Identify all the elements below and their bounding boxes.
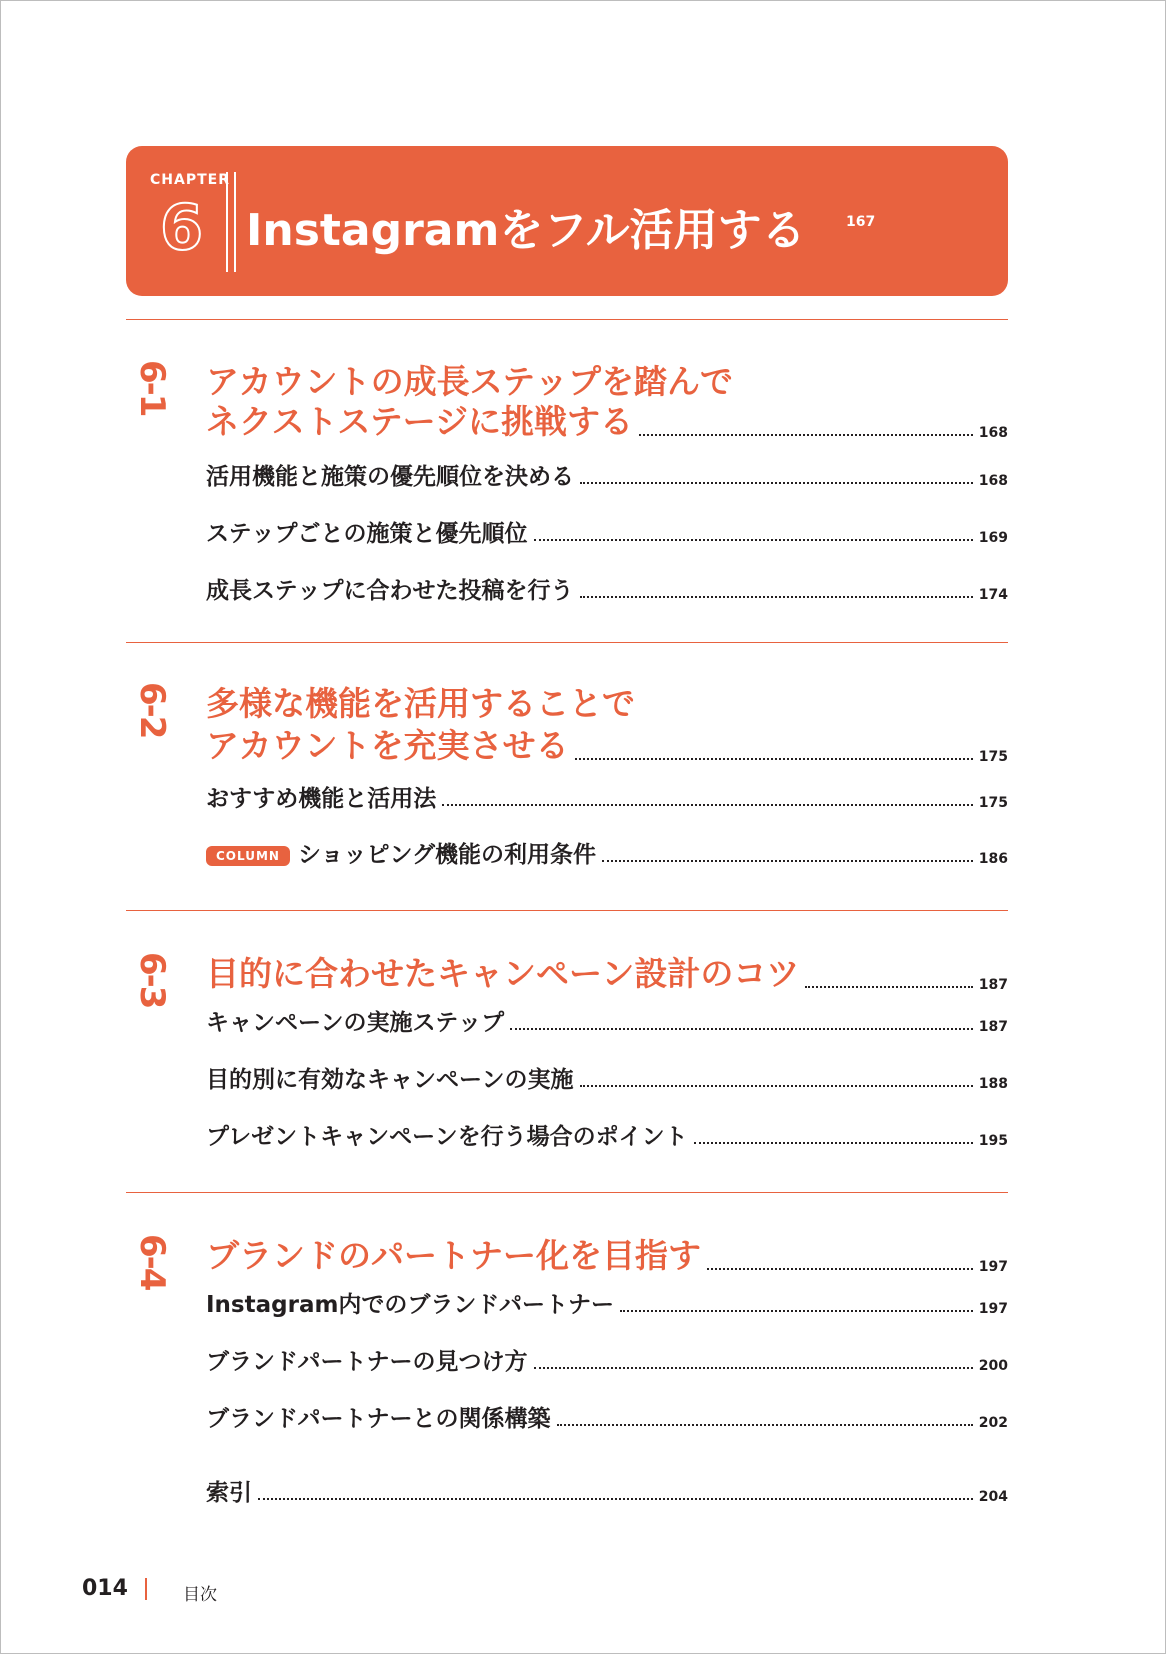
page-number: 168 — [978, 473, 1008, 489]
toc-section-heading[interactable] — [206, 720, 1008, 767]
section-divider — [126, 1192, 1008, 1193]
toc-entry[interactable] — [206, 458, 1008, 491]
entry-title: 目的別に有効なキャンペーンの実施 — [206, 1067, 574, 1093]
toc-section-heading[interactable] — [206, 1230, 1008, 1277]
page-number: 197 — [978, 1301, 1008, 1317]
dot-leader — [805, 986, 972, 988]
entry-title: ショッピング機能の利用条件 — [297, 842, 597, 868]
chapter-divider — [226, 172, 236, 272]
section-heading-line1: 目的に合わせたキャンペーン設計のコツ — [206, 954, 800, 993]
entry-title: 成長ステップに合わせた投稿を行う — [206, 578, 574, 604]
section-heading-line2: ネクストステージに挑戦する — [206, 402, 634, 441]
dot-leader — [602, 860, 973, 862]
dot-leader — [534, 539, 973, 541]
page-number: 187 — [978, 977, 1008, 993]
section-divider — [126, 319, 1008, 320]
section-divider — [126, 910, 1008, 911]
page-number: 204 — [978, 1489, 1008, 1505]
chapter-number: 6 — [160, 191, 204, 264]
column-badge: COLUMN — [206, 846, 290, 866]
dot-leader — [258, 1498, 973, 1500]
section-number: 6-1 — [132, 360, 172, 416]
entry-title: ブランドパートナーの見つけ方 — [206, 1349, 528, 1375]
toc-entry[interactable] — [206, 1343, 1008, 1376]
page-number: 175 — [978, 749, 1008, 765]
chapter-label: CHAPTER — [150, 172, 230, 188]
dot-leader — [639, 434, 973, 436]
section-heading-line1: アカウントの成長ステップを踏んで — [206, 362, 734, 401]
toc-entry[interactable] — [206, 1400, 1008, 1433]
toc-section-heading[interactable] — [206, 948, 1008, 995]
entry-title: Instagram内でのブランドパートナー — [206, 1292, 614, 1318]
dot-leader — [557, 1424, 973, 1426]
dot-leader — [580, 596, 973, 598]
entry-title: ブランドパートナーとの関係構築 — [206, 1406, 551, 1432]
toc-column-entry[interactable] — [206, 836, 1008, 869]
dot-leader — [694, 1142, 973, 1144]
page-number: 175 — [978, 795, 1008, 811]
entry-title: ステップごとの施策と優先順位 — [206, 521, 528, 547]
index-title: 索引 — [206, 1480, 252, 1506]
dot-leader — [580, 482, 973, 484]
section-divider — [126, 642, 1008, 643]
page-number: 186 — [978, 851, 1008, 867]
dot-leader — [575, 758, 973, 760]
section-number: 6-3 — [132, 952, 172, 1008]
toc-entry[interactable] — [206, 515, 1008, 548]
toc-index-entry[interactable] — [206, 1474, 1008, 1507]
dot-leader — [620, 1310, 973, 1312]
dot-leader — [534, 1367, 973, 1369]
page-number: 168 — [978, 425, 1008, 441]
section-heading-line1: ブランドのパートナー化を目指す — [206, 1236, 701, 1275]
footer-divider — [145, 1578, 147, 1600]
footer-page-number: 014 — [82, 1576, 128, 1601]
entry-title: おすすめ機能と活用法 — [206, 786, 437, 812]
toc-entry[interactable] — [206, 1286, 1008, 1319]
toc-entry[interactable] — [206, 572, 1008, 605]
page-number: 202 — [978, 1415, 1008, 1431]
section-number: 6-2 — [132, 682, 172, 738]
chapter-title: Instagramをフル活用する — [246, 205, 806, 256]
toc-section-heading[interactable] — [206, 396, 1008, 443]
column-entry — [206, 836, 596, 869]
dot-leader — [707, 1268, 973, 1270]
section-number: 6-4 — [132, 1234, 172, 1290]
page-number: 200 — [978, 1358, 1008, 1374]
chapter-header — [126, 146, 1008, 296]
dot-leader — [442, 804, 973, 806]
toc-entry[interactable] — [206, 1061, 1008, 1094]
footer-label: 目次 — [183, 1585, 217, 1605]
section-heading-line1: 多様な機能を活用することで — [206, 684, 635, 723]
page-number: 174 — [978, 587, 1008, 603]
entry-title: キャンペーンの実施ステップ — [206, 1010, 505, 1036]
toc-entry[interactable] — [206, 1118, 1008, 1151]
chapter-page: 167 — [846, 214, 876, 230]
page-number: 169 — [978, 530, 1008, 546]
entry-title: 活用機能と施策の優先順位を決める — [206, 464, 574, 490]
toc-entry[interactable] — [206, 780, 1008, 813]
dot-leader — [510, 1028, 973, 1030]
page-number: 195 — [978, 1133, 1008, 1149]
page-number: 187 — [978, 1019, 1008, 1035]
entry-title: プレゼントキャンペーンを行う場合のポイント — [206, 1124, 688, 1150]
page-number: 197 — [978, 1259, 1008, 1275]
section-heading-line2: アカウントを充実させる — [206, 726, 569, 765]
toc-entry[interactable] — [206, 1004, 1008, 1037]
page-number: 188 — [978, 1076, 1008, 1092]
dot-leader — [580, 1085, 973, 1087]
